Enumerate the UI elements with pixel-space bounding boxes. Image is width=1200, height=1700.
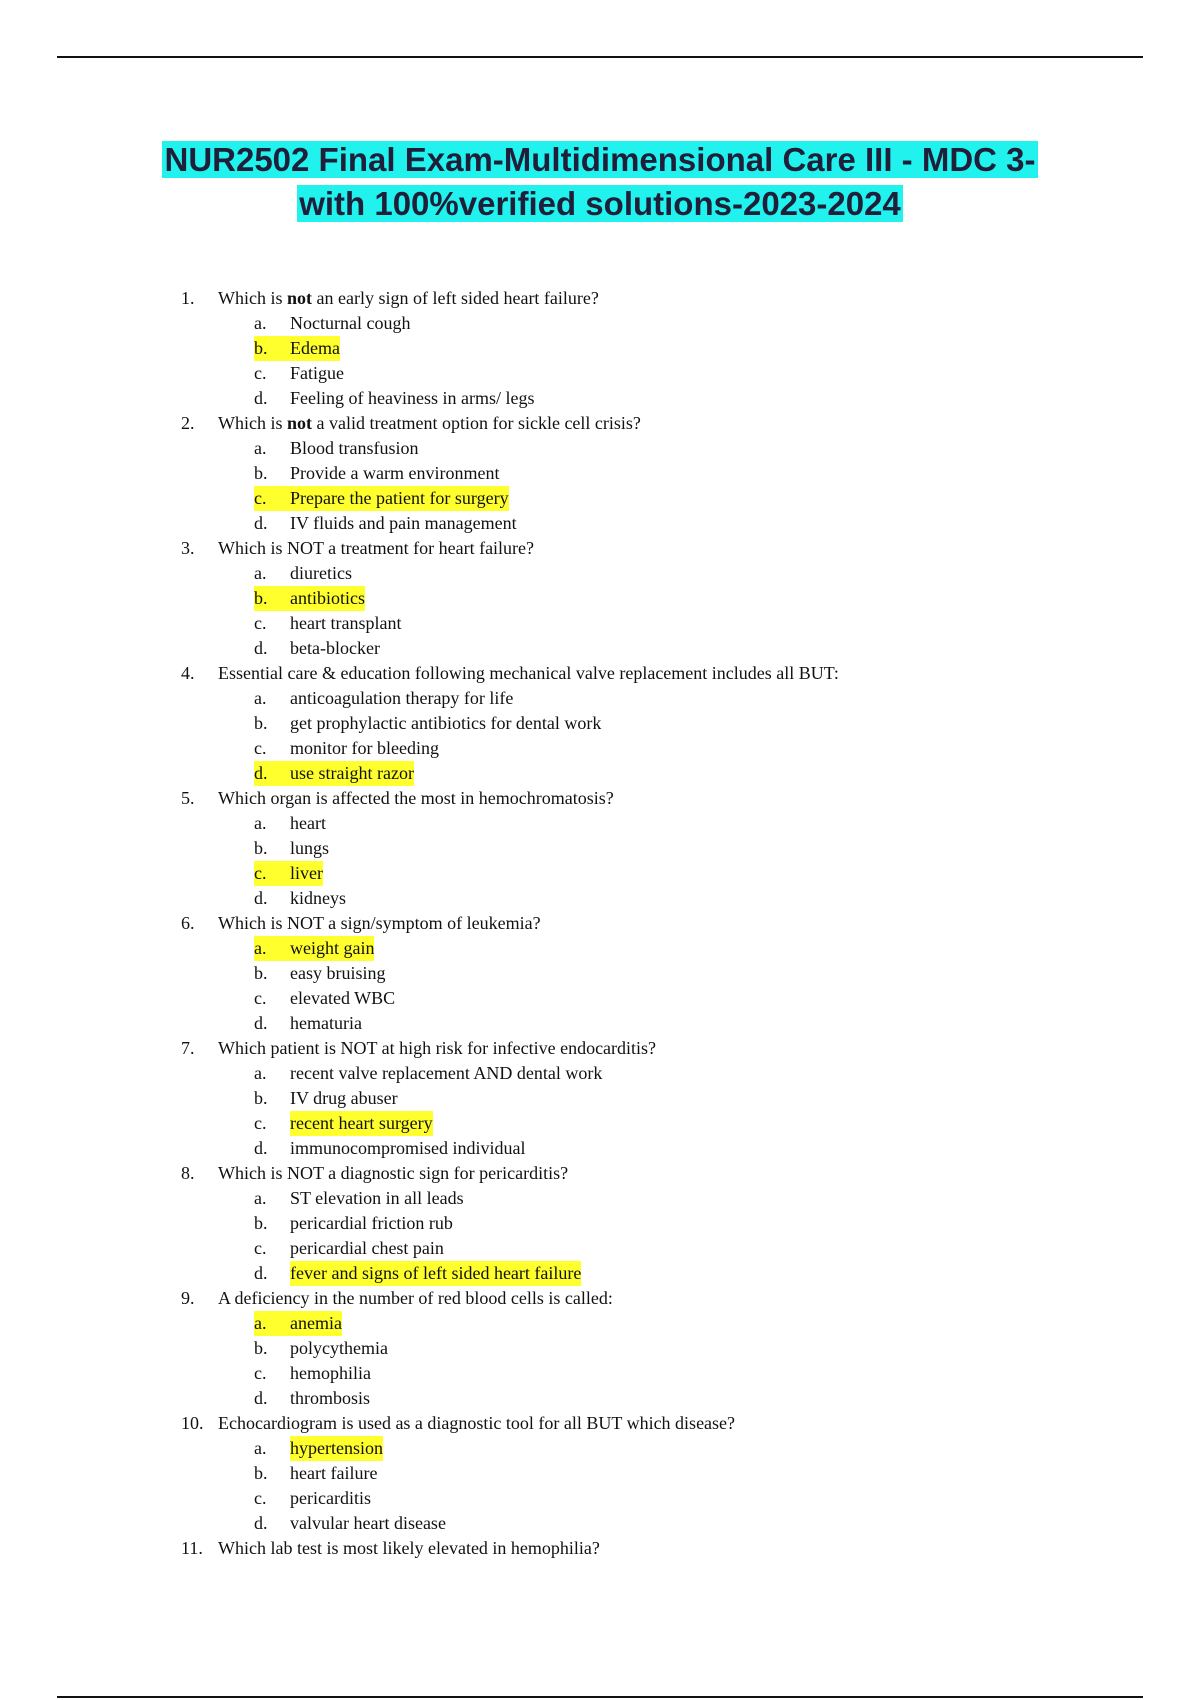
- option-letter-slot: [254, 311, 290, 336]
- question-number: 2.: [181, 413, 195, 433]
- option-letter-slot: [254, 736, 290, 761]
- option-letter: b.: [254, 1213, 268, 1233]
- option-letter: b.: [254, 338, 268, 358]
- option-letter-slot: [254, 1361, 290, 1386]
- option-letter-slot: [254, 1511, 290, 1536]
- option-text: thrombosis: [290, 1388, 371, 1408]
- option-text: heart: [290, 813, 326, 833]
- answer-option: [254, 861, 839, 886]
- option-letter: b.: [254, 588, 268, 608]
- question-item: [181, 1036, 839, 1061]
- option-letter-slot: [254, 1336, 290, 1361]
- question-text-part: Which lab test is most likely elevated in hemophilia?: [218, 1538, 600, 1558]
- option-letter-slot: [254, 686, 290, 711]
- option-text: lungs: [290, 838, 330, 858]
- question-item: [181, 1536, 839, 1561]
- option-text: pericarditis: [290, 1488, 371, 1508]
- question-text: [218, 1536, 600, 1561]
- option-letter: c.: [254, 1488, 267, 1508]
- option-text: diuretics: [290, 563, 352, 583]
- question-number: 10.: [181, 1413, 204, 1433]
- question-text: [218, 1036, 656, 1061]
- correct-answer-highlight: [290, 1111, 433, 1136]
- option-letter-slot: [254, 511, 290, 536]
- option-text: use straight razor: [290, 763, 414, 783]
- answer-option: [254, 886, 839, 911]
- option-text: elevated WBC: [290, 988, 396, 1008]
- option-letter-slot: [254, 1436, 290, 1461]
- option-letter-slot: [254, 1261, 290, 1286]
- question-text-part: Which organ is affected the most in hemochromatosis?: [218, 788, 614, 808]
- option-letter-slot: [254, 1486, 290, 1511]
- option-letter-slot: [254, 611, 290, 636]
- option-letter: d.: [254, 888, 268, 908]
- answer-options: [254, 811, 839, 911]
- question-text-part: a valid treatment option for sickle cell crisis?: [312, 413, 641, 433]
- option-letter: c.: [254, 1363, 267, 1383]
- answer-option: [254, 1011, 839, 1036]
- question-text-part: an early sign of left sided heart failure?: [312, 288, 599, 308]
- option-letter: b.: [254, 1338, 268, 1358]
- option-letter-slot: [254, 811, 290, 836]
- option-letter-slot: [254, 436, 290, 461]
- option-letter: c.: [254, 363, 267, 383]
- option-text: ST elevation in all leads: [290, 1188, 464, 1208]
- option-text: heart failure: [290, 1463, 378, 1483]
- option-text: get prophylactic antibiotics for dental work: [290, 713, 602, 733]
- answer-option: [254, 1111, 839, 1136]
- answer-options: [254, 1311, 839, 1411]
- question-item: [181, 661, 839, 686]
- question-text-part: Which is NOT a treatment for heart failure?: [218, 538, 535, 558]
- question-item: [181, 536, 839, 561]
- question-number: 4.: [181, 663, 195, 683]
- answer-option: [254, 461, 839, 486]
- option-letter: b.: [254, 713, 268, 733]
- option-text: immunocompromised individual: [290, 1138, 526, 1158]
- option-letter-slot: [254, 886, 290, 911]
- question-emphasis: not: [287, 413, 313, 433]
- answer-options: [254, 1436, 839, 1536]
- answer-option: [254, 311, 839, 336]
- option-text: valvular heart disease: [290, 1513, 446, 1533]
- option-letter: a.: [254, 1438, 267, 1458]
- answer-option: [254, 761, 839, 786]
- correct-answer-highlight: [290, 1436, 383, 1461]
- option-text: IV drug abuser: [290, 1088, 398, 1108]
- question-text: [218, 1286, 613, 1311]
- option-text: liver: [290, 863, 323, 883]
- answer-option: [254, 486, 839, 511]
- bottom-rule: [57, 1696, 1143, 1698]
- option-text: easy bruising: [290, 963, 386, 983]
- answer-option: [254, 1136, 839, 1161]
- answer-options: [254, 936, 839, 1036]
- option-letter-slot: [254, 1086, 290, 1111]
- correct-answer-highlight: [254, 586, 365, 611]
- option-letter-slot: [254, 1236, 290, 1261]
- option-letter-slot: [254, 711, 290, 736]
- answer-option: [254, 811, 839, 836]
- question-number: 5.: [181, 788, 195, 808]
- question-number: 11.: [181, 1538, 203, 1558]
- option-letter-slot: [254, 936, 290, 961]
- option-letter: c.: [254, 613, 267, 633]
- answer-option: [254, 586, 839, 611]
- answer-options: [254, 561, 839, 661]
- question-text: [218, 286, 599, 311]
- option-letter-slot: [254, 1136, 290, 1161]
- option-letter-slot: [254, 1111, 290, 1136]
- option-letter: a.: [254, 688, 267, 708]
- option-text: weight gain: [290, 938, 375, 958]
- option-letter: d.: [254, 1013, 268, 1033]
- question-text: [218, 1411, 735, 1436]
- option-letter: c.: [254, 1113, 267, 1133]
- option-text: polycythemia: [290, 1338, 388, 1358]
- option-text: recent valve replacement AND dental work: [290, 1063, 603, 1083]
- question-text-part: Which is NOT a sign/symptom of leukemia?: [218, 913, 541, 933]
- answer-option: [254, 336, 839, 361]
- option-text: Provide a warm environment: [290, 463, 500, 483]
- title-line-2: with 100%verified solutions-2023-2024: [299, 185, 901, 222]
- answer-option: [254, 986, 839, 1011]
- answer-option: [254, 611, 839, 636]
- question-text: [218, 1161, 568, 1186]
- question-text: [218, 911, 541, 936]
- option-letter: c.: [254, 988, 267, 1008]
- option-letter-slot: [254, 836, 290, 861]
- question-number: 3.: [181, 538, 195, 558]
- answer-option: [254, 511, 839, 536]
- question-item: [181, 411, 839, 436]
- answer-option: [254, 1236, 839, 1261]
- question-text-part: Echocardiogram is used as a diagnostic tool for all BUT which disease?: [218, 1413, 736, 1433]
- option-text: hemophilia: [290, 1363, 371, 1383]
- option-letter-slot: [254, 361, 290, 386]
- answer-option: [254, 1186, 839, 1211]
- answer-option: [254, 1086, 839, 1111]
- option-letter-slot: [254, 1461, 290, 1486]
- answer-option: [254, 1311, 839, 1336]
- option-text: hematuria: [290, 1013, 362, 1033]
- option-letter: a.: [254, 313, 267, 333]
- option-letter: b.: [254, 838, 268, 858]
- option-letter: d.: [254, 388, 268, 408]
- answer-option: [254, 1336, 839, 1361]
- option-text: Feeling of heaviness in arms/ legs: [290, 388, 535, 408]
- option-text: antibiotics: [290, 588, 365, 608]
- option-letter: b.: [254, 1088, 268, 1108]
- option-letter: d.: [254, 1513, 268, 1533]
- question-text-part: Essential care & education following mechanical valve replacement includes all BUT:: [218, 663, 839, 683]
- option-letter: d.: [254, 1388, 268, 1408]
- option-text: kidneys: [290, 888, 346, 908]
- answer-option: [254, 1361, 839, 1386]
- option-letter: d.: [254, 513, 268, 533]
- option-letter: c.: [254, 1238, 267, 1258]
- option-letter-slot: [254, 1061, 290, 1086]
- answer-option: [254, 1261, 839, 1286]
- correct-answer-highlight: [254, 486, 509, 511]
- option-text: Nocturnal cough: [290, 313, 411, 333]
- option-letter: a.: [254, 438, 267, 458]
- option-text: anticoagulation therapy for life: [290, 688, 514, 708]
- question-number: 1.: [181, 288, 195, 308]
- question-text: [218, 786, 614, 811]
- option-letter: a.: [254, 1063, 267, 1083]
- question-item: [181, 1411, 839, 1436]
- option-letter-slot: [254, 861, 290, 886]
- option-letter-slot: [254, 1011, 290, 1036]
- correct-answer-highlight: [290, 1261, 581, 1286]
- title-line-1: NUR2502 Final Exam-Multidimensional Care III - MDC 3-: [164, 141, 1036, 178]
- option-text: beta-blocker: [290, 638, 380, 658]
- option-letter: b.: [254, 963, 268, 983]
- option-letter: d.: [254, 638, 268, 658]
- correct-answer-highlight: [254, 861, 323, 886]
- option-letter-slot: [254, 1311, 290, 1336]
- option-letter: c.: [254, 863, 267, 883]
- answer-option: [254, 561, 839, 586]
- correct-answer-highlight: [254, 1311, 342, 1336]
- option-letter: d.: [254, 763, 268, 783]
- top-rule: [57, 56, 1143, 58]
- option-letter-slot: [254, 486, 290, 511]
- question-text: [218, 411, 641, 436]
- option-letter: b.: [254, 1463, 268, 1483]
- question-list: [181, 286, 839, 1561]
- question-number: 6.: [181, 913, 195, 933]
- question-item: [181, 1161, 839, 1186]
- question-number: 8.: [181, 1163, 195, 1183]
- answer-option: [254, 1486, 839, 1511]
- option-letter: a.: [254, 1188, 267, 1208]
- question-item: [181, 1286, 839, 1311]
- question-number: 7.: [181, 1038, 195, 1058]
- question-text-part: Which is: [218, 288, 287, 308]
- correct-answer-highlight: [254, 936, 374, 961]
- option-letter-slot: [254, 1211, 290, 1236]
- option-letter: c.: [254, 488, 267, 508]
- option-text: Blood transfusion: [290, 438, 419, 458]
- option-text: Prepare the patient for surgery: [290, 488, 509, 508]
- document-title: [0, 138, 1200, 226]
- question-text: [218, 536, 534, 561]
- option-letter-slot: [254, 586, 290, 611]
- option-text: Fatigue: [290, 363, 344, 383]
- answer-option: [254, 961, 839, 986]
- question-item: [181, 911, 839, 936]
- answer-option: [254, 1436, 839, 1461]
- option-letter-slot: [254, 636, 290, 661]
- answer-option: [254, 386, 839, 411]
- option-letter: a.: [254, 563, 267, 583]
- correct-answer-highlight: [254, 761, 414, 786]
- answer-option: [254, 361, 839, 386]
- answer-option: [254, 1511, 839, 1536]
- option-letter-slot: [254, 561, 290, 586]
- answer-option: [254, 1061, 839, 1086]
- question-number: 9.: [181, 1288, 195, 1308]
- option-text: hypertension: [290, 1438, 383, 1458]
- option-letter-slot: [254, 1186, 290, 1211]
- answer-option: [254, 686, 839, 711]
- option-letter: a.: [254, 1313, 267, 1333]
- option-text: IV fluids and pain management: [290, 513, 517, 533]
- answer-option: [254, 936, 839, 961]
- correct-answer-highlight: [254, 336, 340, 361]
- option-letter-slot: [254, 1386, 290, 1411]
- option-letter: a.: [254, 938, 267, 958]
- answer-options: [254, 686, 839, 786]
- question-text-part: Which patient is NOT at high risk for infective endocarditis?: [218, 1038, 657, 1058]
- option-letter-slot: [254, 761, 290, 786]
- option-text: fever and signs of left sided heart failure: [290, 1263, 582, 1283]
- option-text: heart transplant: [290, 613, 402, 633]
- question-item: [181, 786, 839, 811]
- answer-options: [254, 436, 839, 536]
- answer-option: [254, 1461, 839, 1486]
- answer-options: [254, 1186, 839, 1286]
- answer-option: [254, 436, 839, 461]
- question-text-part: A deficiency in the number of red blood cells is called:: [218, 1288, 613, 1308]
- option-text: pericardial friction rub: [290, 1213, 453, 1233]
- option-letter-slot: [254, 986, 290, 1011]
- option-text: Edema: [290, 338, 340, 358]
- question-text-part: Which is: [218, 413, 287, 433]
- answer-option: [254, 636, 839, 661]
- option-letter: d.: [254, 1263, 268, 1283]
- question-text-part: Which is NOT a diagnostic sign for pericarditis?: [218, 1163, 569, 1183]
- option-letter-slot: [254, 461, 290, 486]
- option-letter-slot: [254, 386, 290, 411]
- answer-option: [254, 711, 839, 736]
- question-item: [181, 286, 839, 311]
- answer-option: [254, 1386, 839, 1411]
- option-text: monitor for bleeding: [290, 738, 439, 758]
- question-emphasis: not: [287, 288, 313, 308]
- answer-option: [254, 1211, 839, 1236]
- answer-option: [254, 836, 839, 861]
- answer-options: [254, 1061, 839, 1161]
- option-text: anemia: [290, 1313, 342, 1333]
- option-letter-slot: [254, 961, 290, 986]
- option-text: pericardial chest pain: [290, 1238, 444, 1258]
- option-letter: c.: [254, 738, 267, 758]
- option-text: recent heart surgery: [290, 1113, 433, 1133]
- option-letter-slot: [254, 336, 290, 361]
- question-text: [218, 661, 839, 686]
- option-letter: a.: [254, 813, 267, 833]
- answer-option: [254, 736, 839, 761]
- answer-options: [254, 311, 839, 411]
- option-letter: b.: [254, 463, 268, 483]
- option-letter: d.: [254, 1138, 268, 1158]
